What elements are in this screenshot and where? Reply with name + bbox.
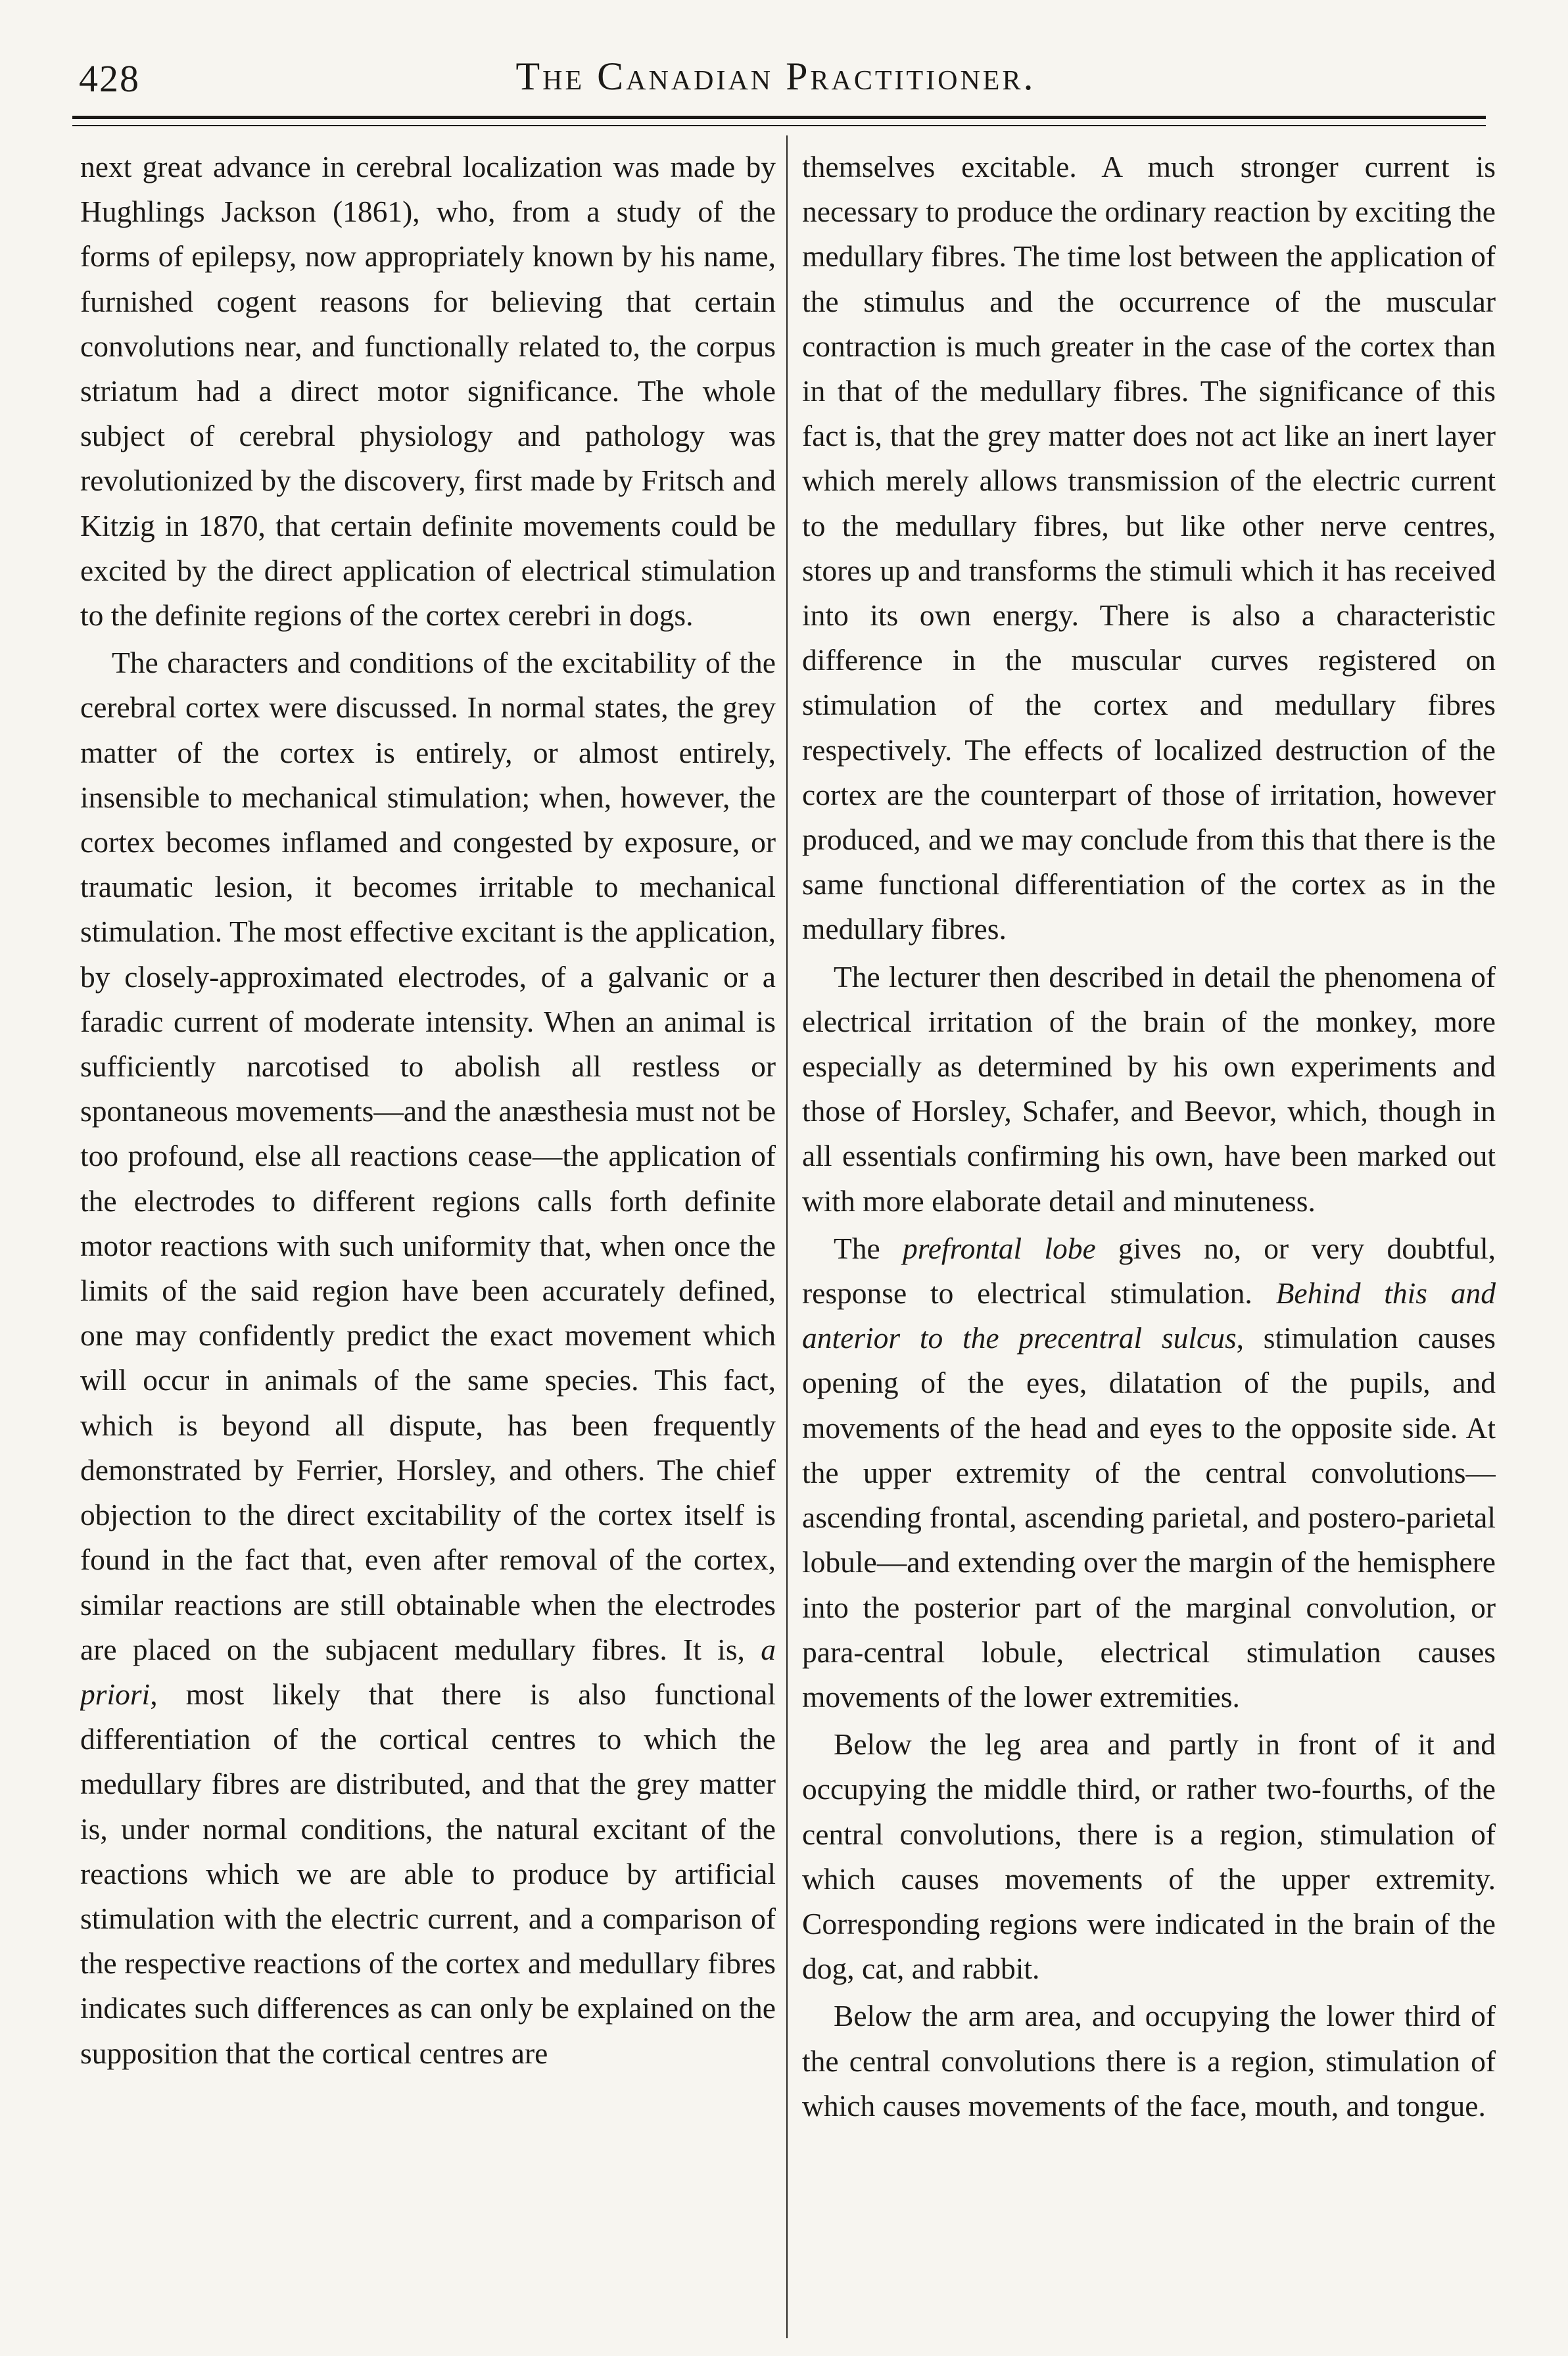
- right-column: [802, 145, 1496, 2328]
- right-paragraph-4: Below the leg area and partly in front of it and occupying the middle third, or rather two-fourths, of the central convolutions, there is a region, stimulation of which causes movements of the upper extremity. Corresponding regions were indicated in the brain of the dog, cat, and rabbit.: [802, 1727, 1496, 1986]
- right-paragraph-3-part-b: gives no, or very doubtful, response to electrical stimulation.: [802, 1231, 1496, 1310]
- column-divider: [786, 135, 788, 2338]
- right-paragraph-3-part-a: The: [834, 1231, 880, 1265]
- right-paragraph-1: themselves excitable. A much stronger current is necessary to produce the ordinary reaction by exciting the medullary fibres. The time lost between the application of the stimulus and the occurrence of the muscular contraction is much greater in the case of the cortex than in that of the medullary fibres. The significance of this fact is, that the grey matter does not act like an inert layer which merely allows transmission of the electric current to the medullary fibres, but like other nerve centres, stores up and transforms the stimuli which it has received into its own energy. There is also a characteristic difference in the muscular curves registered on stimulation of the cortex and medullary fibres respectively. The effects of localized destruction of the cortex are the counterpart of those of irritation, however produced, and we may conclude from this that there is the same functional differentiation of the cortex as in the medullary fibres.: [802, 150, 1496, 946]
- right-paragraph-3: [802, 1226, 1496, 1719]
- right-paragraph-3-part-c: , stimulation causes opening of the eyes, dilatation of the pupils, and movements of the head and eyes to the opposite side. At the upper extremity of the central convolutions—ascending frontal, ascending parietal, and postero-parietal lobule—and extending over the margin of the hemisphere into the posterior part of the marginal convolution, or para-central lobule, electrical stimulation causes movements of the lower extremities.: [802, 1321, 1496, 1714]
- left-column: [80, 145, 776, 2328]
- header-rule-thick: [72, 116, 1486, 119]
- a-priori-italic: a priori: [80, 1632, 776, 1711]
- page-number: 428: [79, 57, 140, 100]
- journal-title: The Canadian Practitioner.: [515, 55, 1036, 98]
- precentral-sulcus-italic: Behind this and anterior to the precentral sulcus: [802, 1276, 1496, 1355]
- left-paragraph-2-part-a: The characters and conditions of the excitability of the cerebral cortex were discussed. In normal states, the grey matter of the cortex is entirely, or almost entirely, insensible to mechanical stimulation; when, however, the cortex becomes inflamed and congested by exposure, or traumatic lesion, it becomes irritable to mechanical stimulation. The most effective excitant is the application, by closely-approximated electrodes, of a galvanic or a faradic current of moderate intensity. When an animal is sufficiently narcotised to abolish all restless or spontaneous movements—and the anæsthesia must not be too profound, else all reactions cease—the application of the electrodes to different regions calls forth definite motor reactions with such uniformity that, when once the limits of the said region have been accurately defined, one may confidently predict the exact movement which will occur in animals of the same species. This fact, which is beyond all dispute, has been frequently demonstrated by Ferrier, Horsley, and others. The chief objection to the direct excitability of the cortex itself is found in the fact that, even after removal of the cortex, similar reactions are still obtainable when the electrodes are placed on the subjacent medullary fibres. It is,: [80, 646, 776, 1666]
- header-rule-thin: [72, 125, 1486, 126]
- left-paragraph-1: next great advance in cerebral localization was made by Hughlings Jackson (1861), who, from a study of the forms of epilepsy, now appropriately known by his name, furnished cogent reasons for believing that certain convolutions near, and functionally related to, the corpus striatum had a direct motor significance. The whole subject of cerebral physiology and pathology was revolutionized by the discovery, first made by Fritsch and Kitzig in 1870, that certain definite movements could be excited by the direct application of electrical stimulation to the definite regions of the cortex cerebri in dogs.: [80, 150, 776, 633]
- running-head: [59, 45, 1492, 110]
- left-paragraph-2-part-b: , most likely that there is also functional differentiation of the cortical centres to which the medullary fibres are distributed, and that the grey matter is, under normal conditions, the natural excitant of the reactions which we are able to produce by artificial stimulation with the electric current, and a comparison of the respective reactions of the cortex and medullary fibres indicates such differences as can only be explained on the supposition that the cortical centres are: [80, 1677, 776, 2070]
- right-paragraph-5: Below the arm area, and occupying the lower third of the central convolutions there is a region, stimulation of which causes movements of the face, mouth, and tongue.: [802, 1999, 1496, 2123]
- right-paragraph-2: The lecturer then described in detail the phenomena of electrical irritation of the brain of the monkey, more especially as determined by his own experiments and those of Horsley, Schafer, and Beevor, which, though in all essentials confirming his own, have been marked out with more elaborate detail and minuteness.: [802, 959, 1496, 1218]
- prefrontal-lobe-italic: prefrontal lobe: [902, 1231, 1096, 1265]
- left-paragraph-2: [80, 640, 776, 2076]
